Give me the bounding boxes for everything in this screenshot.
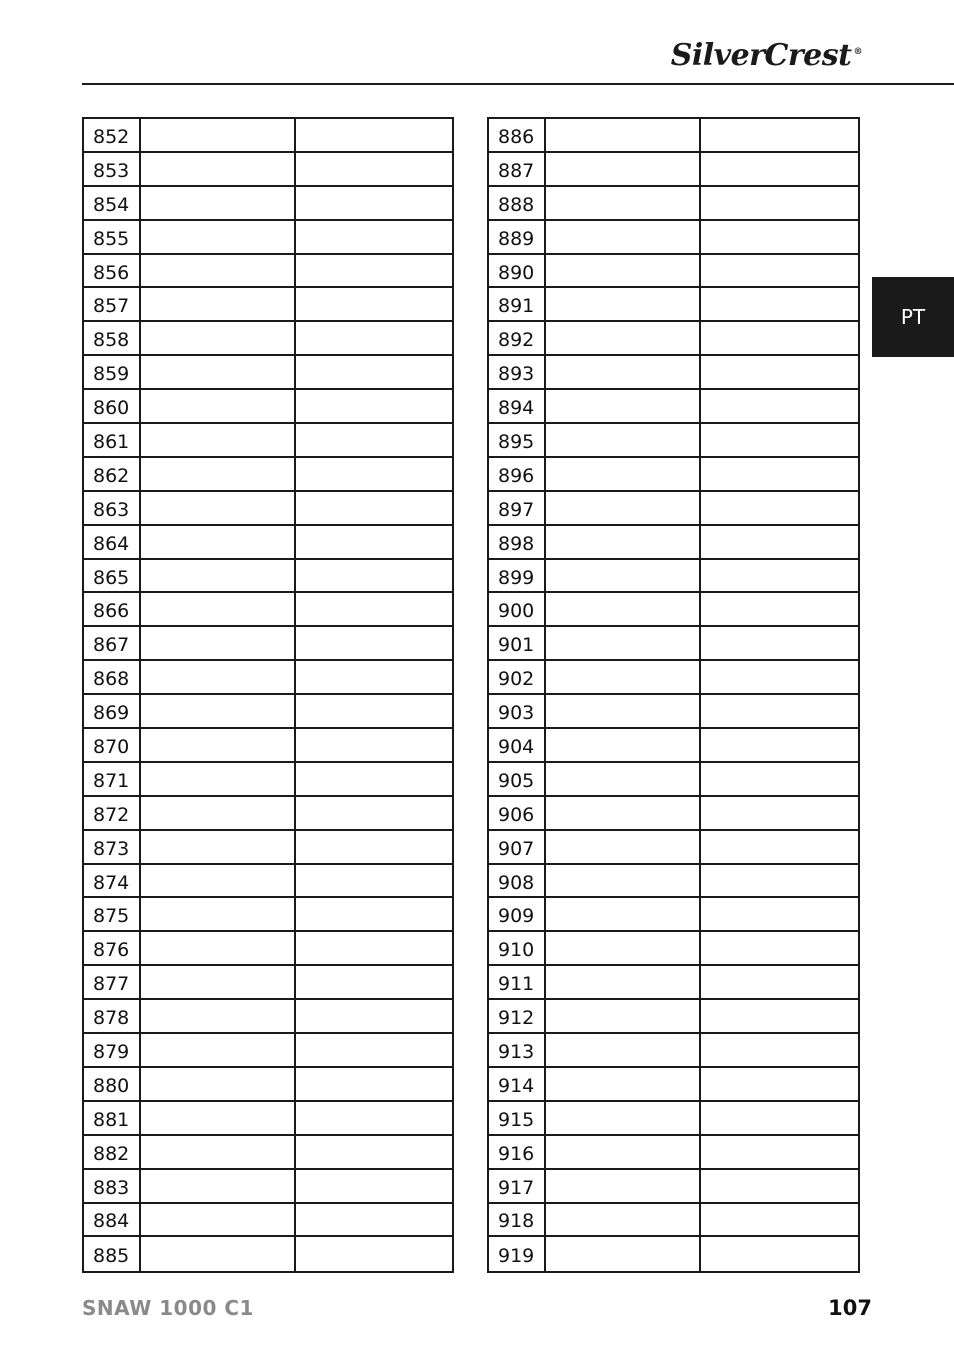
row-number: 918 <box>489 1204 546 1236</box>
entry-cell <box>546 255 701 287</box>
row-number: 860 <box>84 390 141 422</box>
entry-cell <box>296 1068 452 1100</box>
row-number: 907 <box>489 831 546 863</box>
table-row <box>489 695 858 729</box>
table-row <box>489 187 858 221</box>
row-number: 917 <box>489 1170 546 1202</box>
row-number: 912 <box>489 1000 546 1032</box>
row-number: 910 <box>489 932 546 964</box>
table-row <box>84 797 452 831</box>
entry-cell <box>546 288 701 320</box>
entry-cell <box>141 695 296 727</box>
row-number: 885 <box>84 1237 141 1271</box>
entry-cell <box>141 932 296 964</box>
entry-cell <box>296 1034 452 1066</box>
row-number: 915 <box>489 1102 546 1134</box>
language-tab <box>872 277 954 357</box>
entry-cell <box>701 1000 858 1032</box>
row-number: 873 <box>84 831 141 863</box>
entry-cell <box>296 390 452 422</box>
entry-cell <box>701 255 858 287</box>
row-number: 904 <box>489 729 546 761</box>
table-row <box>489 1034 858 1068</box>
table-row <box>84 1204 452 1238</box>
entry-cell <box>701 356 858 388</box>
entry-cell <box>701 729 858 761</box>
row-number: 891 <box>489 288 546 320</box>
table-row <box>84 593 452 627</box>
row-number: 857 <box>84 288 141 320</box>
table-row <box>489 831 858 865</box>
row-number: 897 <box>489 492 546 524</box>
row-number: 903 <box>489 695 546 727</box>
entry-cell <box>296 627 452 659</box>
table-row <box>489 797 858 831</box>
row-number: 863 <box>84 492 141 524</box>
table-row <box>489 627 858 661</box>
entry-cell <box>701 492 858 524</box>
entry-cell <box>701 627 858 659</box>
row-number: 853 <box>84 153 141 185</box>
entry-cell <box>546 424 701 456</box>
entry-cell <box>296 153 452 185</box>
row-number: 874 <box>84 865 141 897</box>
table-row <box>489 492 858 526</box>
entry-cell <box>141 255 296 287</box>
entry-cell <box>141 593 296 625</box>
entry-cell <box>296 458 452 490</box>
row-number: 890 <box>489 255 546 287</box>
table-row <box>84 526 452 560</box>
entry-cell <box>141 322 296 354</box>
entry-cell <box>546 390 701 422</box>
table-row <box>489 661 858 695</box>
entry-cell <box>546 1102 701 1134</box>
row-number: 867 <box>84 627 141 659</box>
row-number: 879 <box>84 1034 141 1066</box>
row-number: 901 <box>489 627 546 659</box>
entry-cell <box>141 119 296 151</box>
entry-cell <box>546 153 701 185</box>
row-number: 894 <box>489 390 546 422</box>
entry-cell <box>546 526 701 558</box>
entry-cell <box>296 1237 452 1271</box>
entry-cell <box>701 661 858 693</box>
table-row <box>489 1170 858 1204</box>
entry-cell <box>701 424 858 456</box>
row-number: 886 <box>489 119 546 151</box>
entry-cell <box>296 560 452 592</box>
entry-cell <box>296 1102 452 1134</box>
entry-cell <box>701 560 858 592</box>
entry-cell <box>296 221 452 253</box>
table-row <box>489 763 858 797</box>
entry-cell <box>701 898 858 930</box>
entry-cell <box>546 560 701 592</box>
entry-cell <box>546 695 701 727</box>
entry-cell <box>701 458 858 490</box>
row-number: 881 <box>84 1102 141 1134</box>
table-row <box>84 898 452 932</box>
row-number: 852 <box>84 119 141 151</box>
entry-cell <box>546 1136 701 1168</box>
entry-cell <box>546 119 701 151</box>
row-number: 858 <box>84 322 141 354</box>
table-row <box>489 593 858 627</box>
entry-cell <box>546 221 701 253</box>
table-row <box>84 729 452 763</box>
entry-cell <box>546 966 701 998</box>
entry-cell <box>546 627 701 659</box>
entry-cell <box>141 627 296 659</box>
row-number: 911 <box>489 966 546 998</box>
table-row <box>489 255 858 289</box>
entry-cell <box>141 966 296 998</box>
entry-cell <box>296 593 452 625</box>
entry-cell <box>141 221 296 253</box>
table-row <box>489 898 858 932</box>
entry-cell <box>141 1000 296 1032</box>
entry-cell <box>141 1102 296 1134</box>
table-row <box>489 288 858 322</box>
number-table-left <box>82 117 454 1273</box>
row-number: 862 <box>84 458 141 490</box>
entry-cell <box>546 797 701 829</box>
entry-cell <box>546 1000 701 1032</box>
entry-cell <box>546 831 701 863</box>
entry-cell <box>141 763 296 795</box>
row-number: 871 <box>84 763 141 795</box>
row-number: 865 <box>84 560 141 592</box>
entry-cell <box>141 356 296 388</box>
entry-cell <box>296 1204 452 1236</box>
entry-cell <box>701 1170 858 1202</box>
row-number: 919 <box>489 1237 546 1271</box>
entry-cell <box>141 1170 296 1202</box>
table-row <box>84 390 452 424</box>
entry-cell <box>296 966 452 998</box>
entry-cell <box>141 1204 296 1236</box>
table-row <box>489 560 858 594</box>
row-number: 872 <box>84 797 141 829</box>
table-row <box>84 865 452 899</box>
model-name: SNAW 1000 C1 <box>82 1296 254 1320</box>
row-number: 859 <box>84 356 141 388</box>
entry-cell <box>701 322 858 354</box>
row-number: 905 <box>489 763 546 795</box>
entry-cell <box>546 492 701 524</box>
entry-cell <box>701 153 858 185</box>
entry-cell <box>546 1204 701 1236</box>
entry-cell <box>141 187 296 219</box>
table-row <box>489 966 858 1000</box>
table-row <box>84 153 452 187</box>
table-row <box>84 763 452 797</box>
entry-cell <box>546 1237 701 1271</box>
entry-cell <box>701 1068 858 1100</box>
entry-cell <box>296 1170 452 1202</box>
entry-cell <box>296 695 452 727</box>
row-number: 878 <box>84 1000 141 1032</box>
entry-cell <box>296 898 452 930</box>
table-row <box>489 1136 858 1170</box>
entry-cell <box>701 966 858 998</box>
table-row <box>489 221 858 255</box>
entry-cell <box>141 898 296 930</box>
table-row <box>84 560 452 594</box>
entry-cell <box>701 932 858 964</box>
table-row <box>84 492 452 526</box>
table-row <box>84 119 452 153</box>
entry-cell <box>141 1068 296 1100</box>
entry-cell <box>701 1102 858 1134</box>
table-row <box>489 1237 858 1271</box>
registered-mark: ® <box>853 47 862 57</box>
table-row <box>489 932 858 966</box>
entry-cell <box>141 153 296 185</box>
entry-cell <box>296 492 452 524</box>
entry-cell <box>701 1204 858 1236</box>
entry-cell <box>141 288 296 320</box>
row-number: 900 <box>489 593 546 625</box>
entry-cell <box>296 763 452 795</box>
entry-cell <box>546 1034 701 1066</box>
row-number: 883 <box>84 1170 141 1202</box>
row-number: 889 <box>489 221 546 253</box>
row-number: 888 <box>489 187 546 219</box>
entry-cell <box>701 526 858 558</box>
table-row <box>84 424 452 458</box>
row-number: 854 <box>84 187 141 219</box>
entry-cell <box>141 661 296 693</box>
entry-cell <box>296 831 452 863</box>
entry-cell <box>296 288 452 320</box>
table-row <box>84 695 452 729</box>
entry-cell <box>701 797 858 829</box>
table-row <box>489 458 858 492</box>
table-row <box>489 119 858 153</box>
entry-cell <box>141 1237 296 1271</box>
table-row <box>84 187 452 221</box>
row-number: 855 <box>84 221 141 253</box>
entry-cell <box>296 424 452 456</box>
entry-cell <box>141 729 296 761</box>
row-number: 866 <box>84 593 141 625</box>
table-row <box>84 288 452 322</box>
row-number: 896 <box>489 458 546 490</box>
row-number: 913 <box>489 1034 546 1066</box>
entry-cell <box>141 1034 296 1066</box>
entry-cell <box>701 288 858 320</box>
row-number: 898 <box>489 526 546 558</box>
row-number: 876 <box>84 932 141 964</box>
entry-cell <box>701 390 858 422</box>
entry-cell <box>141 390 296 422</box>
table-row <box>489 1102 858 1136</box>
table-row <box>84 255 452 289</box>
entry-cell <box>546 898 701 930</box>
entry-cell <box>546 187 701 219</box>
entry-cell <box>701 695 858 727</box>
row-number: 916 <box>489 1136 546 1168</box>
entry-cell <box>701 865 858 897</box>
entry-cell <box>296 119 452 151</box>
row-number: 864 <box>84 526 141 558</box>
table-row <box>489 1204 858 1238</box>
entry-cell <box>296 526 452 558</box>
table-row <box>489 1000 858 1034</box>
entry-cell <box>141 492 296 524</box>
entry-cell <box>546 865 701 897</box>
table-row <box>489 153 858 187</box>
row-number: 914 <box>489 1068 546 1100</box>
row-number: 870 <box>84 729 141 761</box>
table-row <box>84 932 452 966</box>
table-row <box>84 1102 452 1136</box>
entry-cell <box>701 221 858 253</box>
entry-cell <box>701 187 858 219</box>
entry-cell <box>546 1068 701 1100</box>
entry-cell <box>296 1136 452 1168</box>
row-number: 868 <box>84 661 141 693</box>
row-number: 884 <box>84 1204 141 1236</box>
row-number: 856 <box>84 255 141 287</box>
table-row <box>84 1034 452 1068</box>
entry-cell <box>546 729 701 761</box>
row-number: 899 <box>489 560 546 592</box>
entry-cell <box>296 255 452 287</box>
number-table-right <box>487 117 860 1273</box>
table-row <box>84 1068 452 1102</box>
row-number: 892 <box>489 322 546 354</box>
entry-cell <box>141 560 296 592</box>
row-number: 875 <box>84 898 141 930</box>
table-row <box>84 831 452 865</box>
entry-cell <box>546 322 701 354</box>
header-divider <box>82 83 954 85</box>
entry-cell <box>701 1136 858 1168</box>
entry-cell <box>701 593 858 625</box>
entry-cell <box>701 119 858 151</box>
entry-cell <box>141 1136 296 1168</box>
table-row <box>489 424 858 458</box>
entry-cell <box>296 865 452 897</box>
brand-logo <box>671 38 862 73</box>
row-number: 902 <box>489 661 546 693</box>
entry-cell <box>701 831 858 863</box>
entry-cell <box>141 458 296 490</box>
table-row <box>489 729 858 763</box>
row-number: 877 <box>84 966 141 998</box>
entry-cell <box>701 1034 858 1066</box>
table-row <box>84 1237 452 1271</box>
table-row <box>84 1136 452 1170</box>
row-number: 869 <box>84 695 141 727</box>
entry-cell <box>141 831 296 863</box>
row-number: 882 <box>84 1136 141 1168</box>
row-number: 906 <box>489 797 546 829</box>
entry-cell <box>141 424 296 456</box>
row-number: 895 <box>489 424 546 456</box>
table-row <box>84 322 452 356</box>
row-number: 909 <box>489 898 546 930</box>
row-number: 893 <box>489 356 546 388</box>
brand-name: SilverCrest <box>670 38 852 73</box>
table-row <box>84 661 452 695</box>
entry-cell <box>296 729 452 761</box>
table-row <box>489 526 858 560</box>
entry-cell <box>296 797 452 829</box>
entry-cell <box>296 1000 452 1032</box>
entry-cell <box>296 932 452 964</box>
entry-cell <box>701 763 858 795</box>
table-row <box>489 356 858 390</box>
entry-cell <box>546 593 701 625</box>
row-number: 908 <box>489 865 546 897</box>
table-row <box>489 865 858 899</box>
entry-cell <box>546 458 701 490</box>
entry-cell <box>546 1170 701 1202</box>
row-number: 880 <box>84 1068 141 1100</box>
table-row <box>84 1000 452 1034</box>
entry-cell <box>296 187 452 219</box>
table-row <box>489 322 858 356</box>
table-row <box>84 356 452 390</box>
page-number: 107 <box>828 1296 872 1320</box>
entry-cell <box>546 763 701 795</box>
table-row <box>84 966 452 1000</box>
entry-cell <box>546 356 701 388</box>
table-row <box>84 221 452 255</box>
entry-cell <box>546 932 701 964</box>
entry-cell <box>296 356 452 388</box>
table-row <box>84 1170 452 1204</box>
entry-cell <box>296 322 452 354</box>
entry-cell <box>141 865 296 897</box>
table-row <box>489 1068 858 1102</box>
row-number: 887 <box>489 153 546 185</box>
table-row <box>84 458 452 492</box>
entry-cell <box>296 661 452 693</box>
entry-cell <box>141 526 296 558</box>
entry-cell <box>546 661 701 693</box>
table-row <box>489 390 858 424</box>
entry-cell <box>701 1237 858 1271</box>
entry-cell <box>141 797 296 829</box>
language-label: PT <box>900 305 926 329</box>
row-number: 861 <box>84 424 141 456</box>
table-row <box>84 627 452 661</box>
